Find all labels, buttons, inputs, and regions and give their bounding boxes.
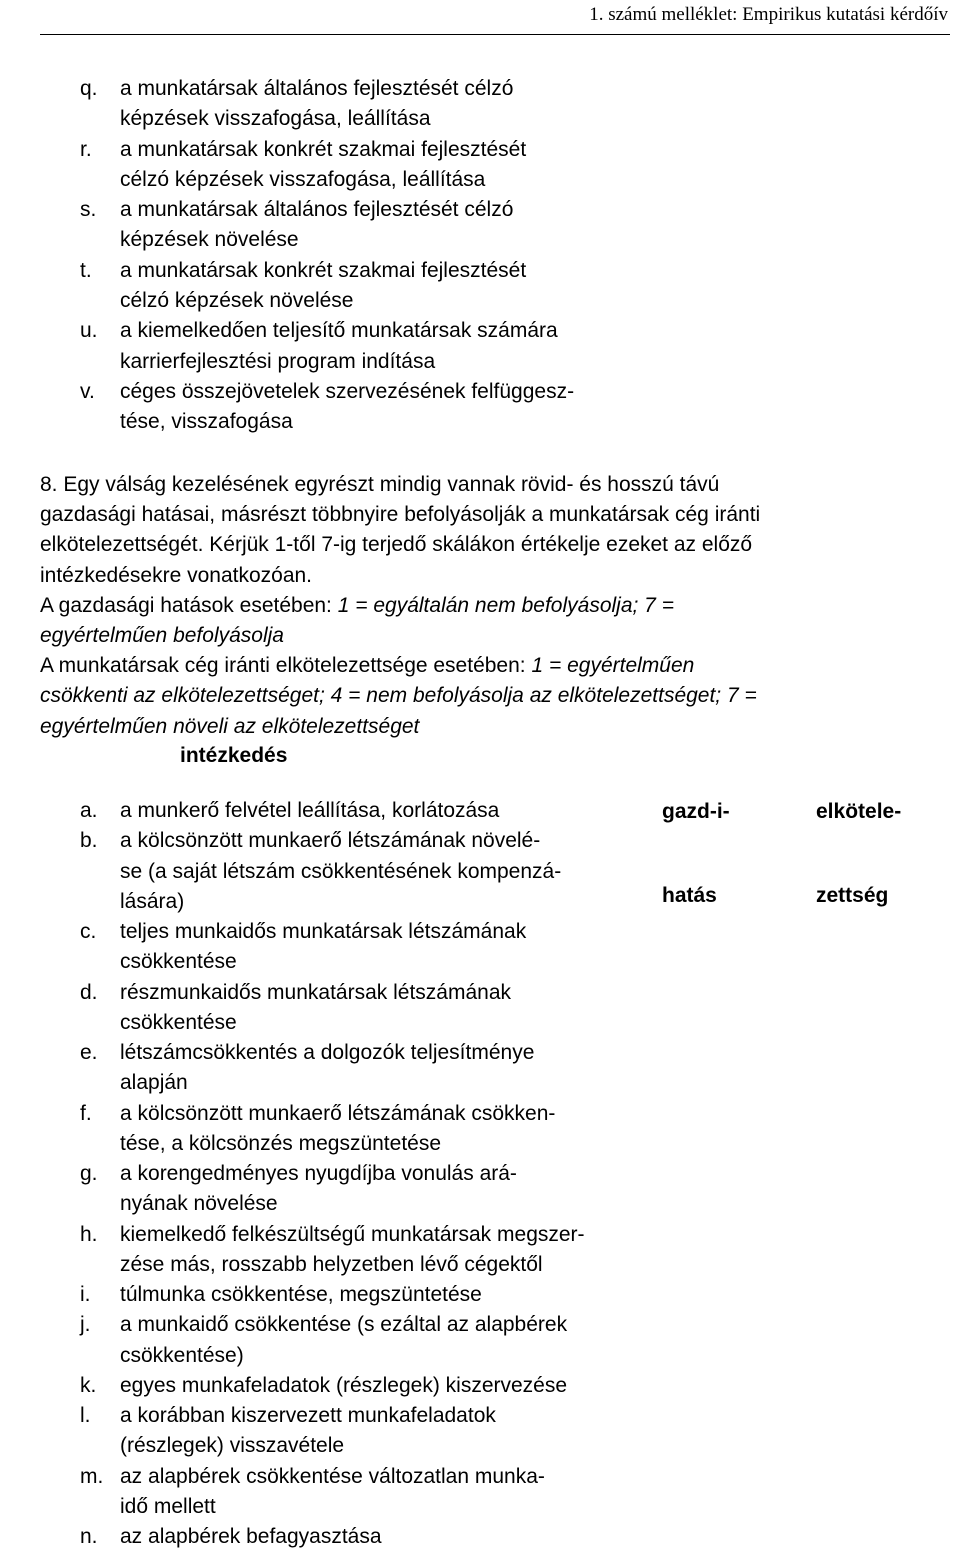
item-letter: g. bbox=[80, 1162, 98, 1185]
question-number: 8. bbox=[40, 473, 58, 496]
item-text-line: részmunkaidős munkatársak létszámának bbox=[120, 980, 512, 1004]
item-text-line: alapján bbox=[120, 1071, 188, 1095]
column-header-commitment-line2: zettség bbox=[816, 884, 889, 907]
item-text-line: a munkerő felvétel leállítása, korlátozása bbox=[120, 799, 500, 822]
item-text-line: céges összejövetelek szervezésének felfüggesz- bbox=[120, 380, 575, 403]
item-letter: l. bbox=[80, 1404, 91, 1427]
column-header-commitment-line1: elkötele- bbox=[816, 800, 902, 823]
item-text-line: az alapbérek befagyasztása bbox=[120, 1525, 382, 1548]
item-text-line: képzések visszafogása, leállítása bbox=[120, 107, 431, 131]
item-text-line: csökkentése) bbox=[120, 1343, 244, 1367]
item-text-line: idő mellett bbox=[120, 1494, 216, 1518]
item-text-line: a korábban kiszervezett munkafeladatok bbox=[120, 1404, 496, 1427]
item-text-line: teljes munkaidős munkatársak létszámának bbox=[120, 920, 527, 943]
item-letter: b. bbox=[80, 829, 98, 853]
item-text-line: túlmunka csökkentése, megszüntetése bbox=[120, 1283, 482, 1306]
item-letter: f. bbox=[80, 1101, 92, 1125]
scale1-line1: 1 = egyáltalán nem befolyásolja; 7 = bbox=[337, 593, 674, 617]
intro-line-3: elkötelezettségét. Kérjük 1-től 7-ig terjedő skálákon értékelje ezeket az előző bbox=[40, 533, 753, 557]
item-letter: q. bbox=[80, 77, 98, 100]
item-text-line: tése, visszafogása bbox=[120, 410, 293, 434]
column-header-commitment bbox=[816, 742, 901, 938]
item-text-line: a kölcsönzött munkaerő létszámának csökken- bbox=[120, 1101, 556, 1125]
page-header: 1. számú melléklet: Empirikus kutatási kérdőív bbox=[589, 4, 948, 25]
item-letter: n. bbox=[80, 1525, 98, 1548]
item-text-line: a munkatársak általános fejlesztését célzó bbox=[120, 198, 514, 222]
item-letter: j. bbox=[80, 1313, 91, 1337]
column-header-measure: intézkedés bbox=[180, 744, 288, 767]
item-letter: a. bbox=[80, 799, 98, 822]
item-text-line: a munkaidő csökkentése (s ezáltal az alapbérek bbox=[120, 1313, 568, 1337]
item-text-line: célzó képzések visszafogása, leállítása bbox=[120, 167, 486, 191]
column-header-economic bbox=[662, 742, 730, 938]
header-rule bbox=[40, 34, 950, 35]
item-letter: u. bbox=[80, 319, 98, 343]
item-text-line: képzések növelése bbox=[120, 228, 299, 252]
item-text-line: célzó képzések növelése bbox=[120, 289, 354, 313]
item-text-line: a kiemelkedően teljesítő munkatársak számára bbox=[120, 319, 558, 343]
item-text-line: a munkatársak konkrét szakmai fejlesztését bbox=[120, 258, 527, 282]
intro-line-1: Egy válság kezelésének egyrészt mindig vannak rövid- és hosszú távú bbox=[63, 473, 720, 496]
item-letter: r. bbox=[80, 137, 92, 161]
item-text-line: a munkatársak konkrét szakmai fejlesztését bbox=[120, 137, 527, 161]
item-text-line: csökkentése bbox=[120, 1010, 237, 1034]
scale2-prefix: A munkatársak cég iránti elkötelezettsége esetében: bbox=[40, 654, 532, 678]
item-text-line: a kölcsönzött munkaerő létszámának növelé- bbox=[120, 829, 541, 853]
item-letter: h. bbox=[80, 1222, 98, 1246]
scale2-line2: csökkenti az elkötelezettséget; 4 = nem befolyásolja az elkötelezettséget; 7 = bbox=[40, 684, 757, 708]
scale2-line1: 1 = egyértelműen bbox=[531, 654, 695, 678]
column-header-economic-line2: hatás bbox=[662, 884, 717, 907]
item-text-line: zése más, rosszabb helyzetben lévő cégektől bbox=[120, 1252, 543, 1276]
item-text-line: az alapbérek csökkentése változatlan munka- bbox=[120, 1464, 545, 1488]
intro-line-2: gazdasági hatásai, másrészt többnyire befolyásolják a munkatársak cég iránti bbox=[40, 503, 761, 527]
column-header-economic-line1: gazd-i- bbox=[662, 800, 730, 823]
item-text-line: egyes munkafeladatok (részlegek) kiszervezése bbox=[120, 1373, 568, 1397]
item-text-line: a korengedményes nyugdíjba vonulás ará- bbox=[120, 1162, 517, 1185]
item-text-line: a munkatársak általános fejlesztését célzó bbox=[120, 77, 514, 100]
item-text-line: karrierfejlesztési program indítása bbox=[120, 349, 436, 373]
item-text-line: kiemelkedő felkészültségű munkatársak megszer- bbox=[120, 1222, 585, 1246]
item-text-line: létszámcsökkentés a dolgozók teljesítménye bbox=[120, 1041, 535, 1064]
item-letter: k. bbox=[80, 1373, 97, 1397]
item-letter: v. bbox=[80, 380, 95, 403]
item-text-line: nyának növelése bbox=[120, 1192, 278, 1216]
item-text-line: se (a saját létszám csökkentésének kompenzá- bbox=[120, 859, 562, 883]
item-letter: e. bbox=[80, 1041, 98, 1064]
item-text-line: csökkentése bbox=[120, 950, 237, 974]
scale2-line3: egyértelműen növeli az elkötelezettséget bbox=[40, 714, 420, 738]
item-letter: t. bbox=[80, 258, 92, 282]
item-letter: m. bbox=[80, 1464, 104, 1488]
item-letter: i. bbox=[80, 1283, 91, 1306]
intro-line-4: intézkedésekre vonatkozóan. bbox=[40, 563, 313, 587]
item-text-line: lására) bbox=[120, 889, 185, 913]
item-letter: s. bbox=[80, 198, 97, 222]
scale1-line2: egyértelműen befolyásolja bbox=[40, 624, 284, 648]
question-8 bbox=[40, 470, 940, 742]
item-letter: d. bbox=[80, 980, 98, 1004]
item-letter: c. bbox=[80, 920, 97, 943]
scale1-prefix: A gazdasági hatások esetében: bbox=[40, 593, 338, 617]
item-text-line: (részlegek) visszavétele bbox=[120, 1434, 345, 1458]
item-text-line: tése, a kölcsönzés megszüntetése bbox=[120, 1131, 442, 1155]
